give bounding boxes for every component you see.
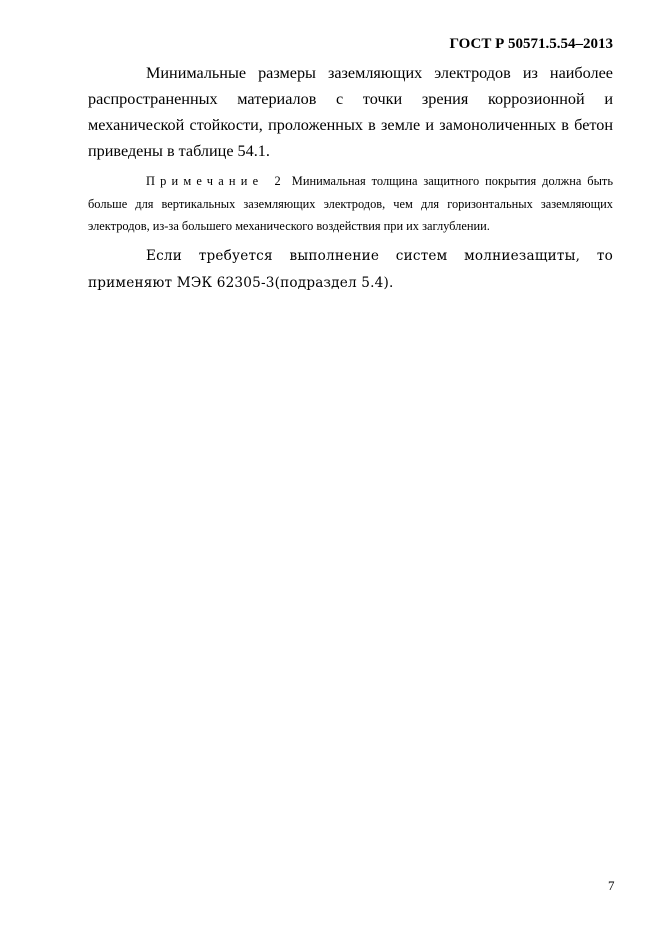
page-number: 7 (608, 878, 615, 893)
note-2 (88, 170, 613, 238)
paragraph-electrode-sizes: Минимальные размеры заземляющих электродов из наиболее распространенных материалов с точки зрения коррозионной и механической стойкости, проложенных в земле и замоноличенных в бетон приведены в таблице 54.1. (88, 64, 613, 160)
document-code-header: ГОСТ Р 50571.5.54‒2013 (449, 36, 613, 52)
note-label: Примечание 2 (146, 174, 286, 188)
note-text: Минимальная толщина защитного покрытия должна быть больше для вертикальных заземляющих электродов, чем для горизонтальных заземляющих электродов, из-за большего механического воздействия при их заглублении. (88, 174, 613, 233)
paragraph-lightning-protection: Если требуется выполнение систем молниезащиты, то применяют МЭК 62305-3(подраздел 5.4). (88, 248, 613, 291)
